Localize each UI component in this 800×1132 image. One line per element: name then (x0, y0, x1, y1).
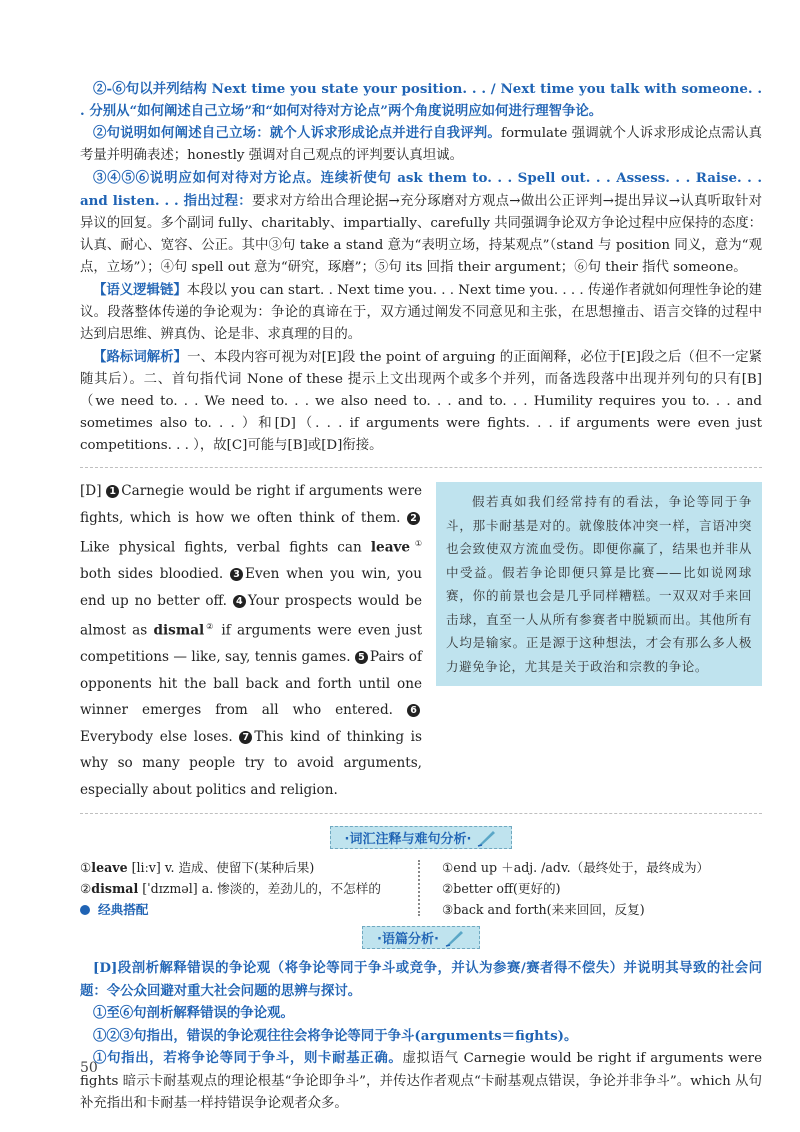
semantic-logic-paragraph (80, 279, 762, 346)
sentence-2a: Like physical fights, verbal fights can (80, 539, 362, 556)
collocation-heading: 经典搭配 (80, 899, 410, 920)
paragraph-tag: [D] (80, 483, 102, 499)
sentence-number: 3 (230, 568, 243, 581)
section-divider (80, 813, 762, 814)
phrase-entry: ①end up ＋adj. /adv.（最终处于，最终成为） (442, 860, 710, 876)
vocab-left-column (80, 857, 410, 920)
paragraph-2-highlight: ②句说明如何阐述自己立场：就个人诉求形成论点并进行自我评判。 (93, 125, 502, 141)
sentence-6: Everybody else loses. (80, 728, 233, 745)
discourse-analysis (80, 957, 762, 1116)
translation-box (436, 482, 762, 686)
phrase-entry: ③back and forth(来来回回，反复) (442, 902, 645, 918)
signpost-label: 【路标词解析】 (93, 349, 188, 365)
paragraph-3-text: 要求对方给出合理论据→充分琢磨对方观点→做出公正评判→提出异议→认真听取针对异议的回复。多个副词 fully、charitably、impartially、carefully 共同强调争论双方争论过程中应保持的态度：认真、耐心、宽容、公正。其中③句 take a stand 意为“表明立场，持某观点”（stand 与 position 同义，意为“观点，立场”）；④句 spell out 意为“研究，琢磨”；⑤句 its 回指 their argument；⑥句 their 指代 someone。 (80, 194, 762, 275)
analysis-banner-title: ·语篇分析· (377, 932, 439, 948)
passage-section (80, 478, 762, 803)
vocab-section (80, 857, 762, 920)
vocab-right-column (442, 857, 762, 920)
analysis-line-1: [D]段剖析解释错误的争论观（将争论等同于争斗或竞争，并认为参赛/赛者得不偿失）并说明其导致的社会问题：令公众回避对重大社会问题的思辨与探讨。 (80, 960, 762, 999)
semantic-logic-label: 【语义逻辑链】 (93, 282, 187, 298)
sentence-2b: both sides bloodied. (80, 566, 224, 583)
analysis-line-4: ①句指出，若将争论等同于争斗，则卡耐基正确。虚拟语气 Carnegie would be right if arguments were fights 暗示卡耐基观点的理论根基“争论即争斗”，并传达作者观点“卡耐基观点错误，争论并非争斗”。which 从句补充指出和卡耐基一样持错误争论观者众多。 (80, 1050, 763, 1112)
sentence-1: Carnegie would be right if arguments were fights, which is how we often think of them. (80, 483, 422, 526)
vocab-word-dismal: dismal (153, 622, 205, 639)
sentence-7: This kind of thinking is why so many people try to avoid arguments, especially about politics and religion. (80, 728, 422, 798)
analysis-paragraph-3 (80, 167, 762, 279)
signpost-text: 一、本段内容可视为对[E]段 the point of arguing 的正面阐释，必位于[E]段之后（但不一定紧随其后）。二、首句指代词 None of these 提示上文出现两个或多个并列，而备选段落中出现并列句的只有[B]（we need to. . . We need to. . . we also need to. . . and to. . . Humility requires you to. . . and sometimes also to. . . ）和[D]（. . . if arguments were fights. . . if arguments were even just competitions. . . ），故[C]可能与[B]或[D]衔接。 (80, 350, 763, 453)
vocab-entry-leave: ①leave [liːv] v. 造成、使留下(某种后果) (80, 860, 315, 876)
analysis-banner-row (80, 926, 762, 949)
footnote-marker: ② (204, 622, 216, 632)
section-divider (80, 467, 762, 468)
sentence-number: 5 (355, 651, 368, 664)
paragraph-3-highlight: ③④⑤⑥说明应如何对待对方论点。连续祈使句 ask them to. . . Spell out. . . Assess. . . Raise. . . and listen. . . 指出过程： (80, 170, 762, 209)
analysis-paragraph-2 (80, 122, 762, 167)
analysis-line-3: ①②③句指出，错误的争论观往往会将争论等同于争斗(arguments＝fights)。 (93, 1027, 578, 1044)
sentence-number: 1 (106, 485, 119, 498)
signpost-paragraph (80, 346, 762, 457)
sentence-4a: Your prospects would be almost as (80, 592, 422, 639)
sentence-5: Pairs of opponents hit the ball back and forth until one winner emerges from all who entered. (80, 649, 422, 719)
sentence-number: 2 (407, 512, 420, 525)
sentence-3: Even when you win, you end up no better off. (80, 566, 422, 609)
quill-pen-icon (445, 929, 465, 947)
footnote-marker: ① (410, 539, 423, 548)
bullet-dot-icon (80, 905, 90, 915)
page-content (80, 78, 762, 1116)
vocab-banner-row (80, 826, 762, 849)
quill-pen-icon (477, 829, 497, 847)
semantic-logic-text: 本段以 you can start. . Next time you. . . Next time you. . . . 传递作者就如何理性争论的建议。段落整体传递的争论观为：争论的真谛在于，双方通过阐发不同意见和主张，在思想撞击、语言交锋的过程中达到启思维、辨真伪、论是非、求真理的目的。 (80, 283, 762, 342)
page-number: 50 (80, 1060, 98, 1076)
translation-text: 假若真如我们经常持有的看法，争论等同于争斗，那卡耐基是对的。就像肢体冲突一样，言语冲突也会致使双方流血受伤。即便你赢了，结果也并非从中受益。假若争论即便只算是比赛——比如说网球赛，你的前景也会是几乎同样糟糕。一双双对手来回击球，直至一人从所有参赛者中脱颖而出。其他所有人均是输家。正是源于这种想法，才会有那么多人极力避免争论，尤其是关于政治和宗教的争论。 (446, 494, 752, 674)
column-separator (418, 860, 434, 916)
passage-text (80, 478, 422, 803)
phrase-entry: ②better off(更好的) (442, 881, 561, 897)
passage-paragraph (80, 478, 422, 803)
analysis-paragraph-1: ②-⑥句以并列结构 Next time you state your position. . . / Next time you talk with someone. . . 分别从“如何阐述自己立场”和“如何对待对方论点”两个角度说明应如何进行理智争论。 (80, 81, 762, 119)
sentence-4b: if arguments were even just competitions — like, say, tennis games. (80, 622, 423, 666)
analysis-line-2: ①至⑥句剖析解释错误的争论观。 (93, 1005, 294, 1022)
paragraph-2-text: formulate 强调就个人诉求形成论点需认真考量并明确表述；honestly 强调对自己观点的评判要认真坦诚。 (80, 126, 762, 163)
sentence-number: 4 (233, 595, 246, 608)
vocab-banner (330, 826, 513, 849)
vocab-word-leave: leave (370, 539, 411, 556)
sentence-number: 6 (407, 704, 420, 717)
vocab-banner-title: ·词汇注释与难句分析· (344, 832, 472, 848)
vocab-entry-dismal: ②dismal [ˈdɪzməl] a. 惨淡的，差劲儿的，不怎样的 (80, 881, 381, 897)
analysis-banner (362, 926, 480, 949)
sentence-number: 7 (239, 731, 252, 744)
